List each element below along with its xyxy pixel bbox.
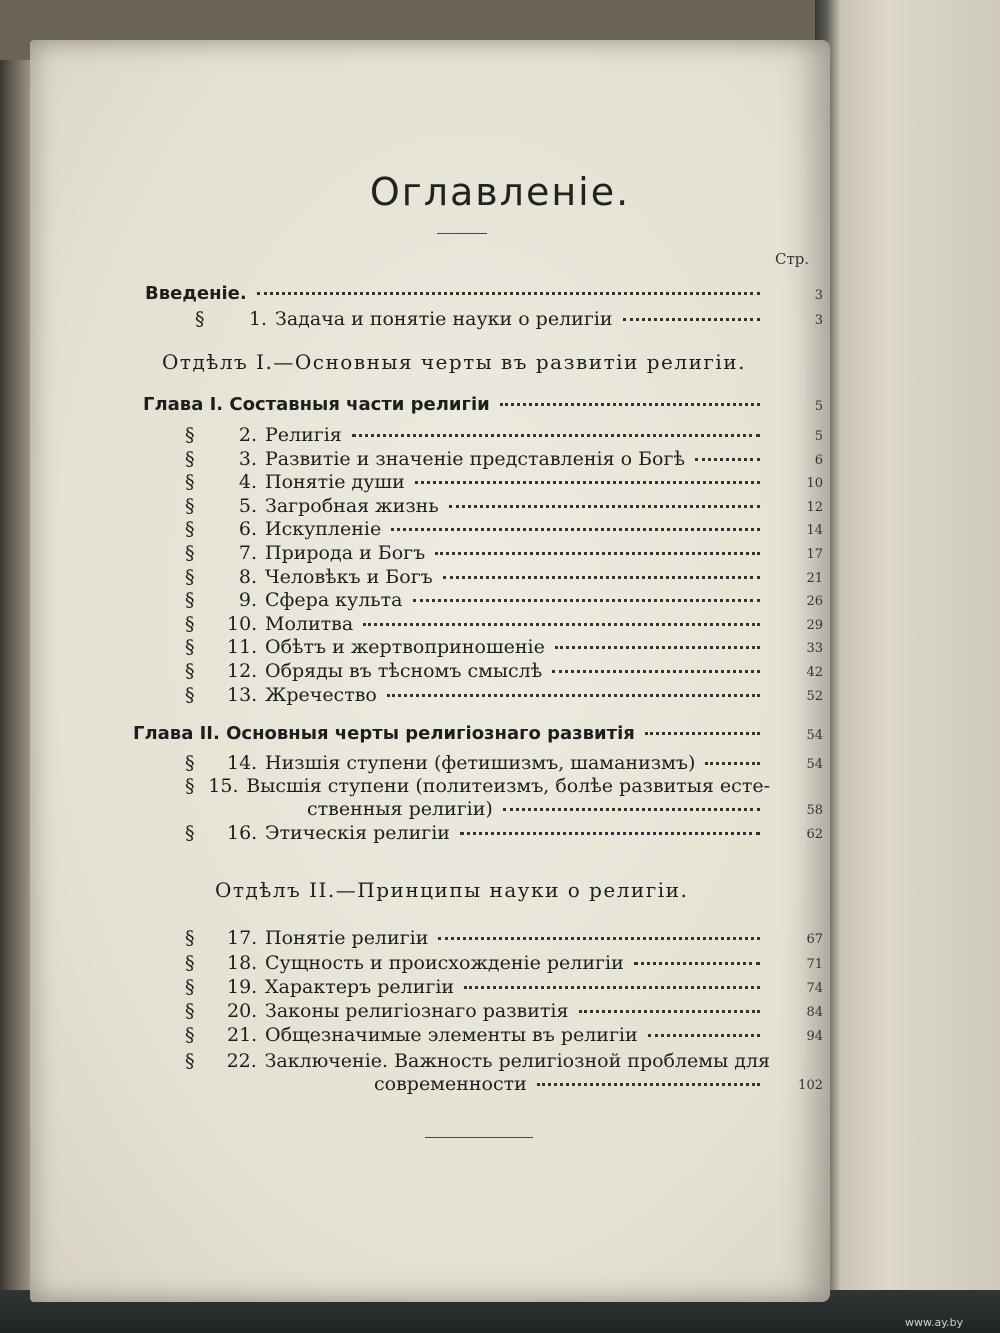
toc-entry	[185, 1024, 770, 1046]
page-number: 52	[806, 688, 823, 704]
page-number: 6	[814, 452, 823, 468]
page-number: 21	[806, 570, 823, 586]
section-sign: §	[195, 308, 205, 330]
entry-title: Загробная жизнь	[265, 494, 439, 517]
toc-entry	[195, 308, 770, 330]
page-number: 12	[806, 499, 823, 515]
entry-title: Молитва	[265, 612, 354, 635]
dot-leader	[464, 986, 760, 989]
dot-leader	[552, 670, 760, 673]
dot-leader	[579, 1010, 761, 1013]
section-sign: §	[185, 518, 195, 541]
section-sign: §	[185, 447, 195, 470]
toc-entry	[294, 1073, 770, 1095]
entry-title: Понятіе души	[265, 471, 405, 494]
page-number: 74	[806, 981, 823, 996]
dot-leader	[415, 481, 760, 484]
entry-title: Законы религіознаго развитія	[265, 1000, 569, 1022]
dot-leader	[460, 832, 760, 835]
entry-title: Заключеніе. Важность религіозной проблемы для	[264, 1050, 770, 1072]
section-number: 22.	[226, 1050, 257, 1072]
section-sign: §	[185, 471, 195, 494]
page-number: 3	[814, 288, 823, 303]
section-number: 14.	[227, 752, 258, 774]
page-number: 71	[806, 957, 823, 972]
toc-entry	[185, 495, 770, 517]
section-sign: §	[185, 1000, 195, 1022]
chapter-entry	[143, 394, 770, 415]
dot-leader	[387, 694, 760, 697]
dot-leader	[503, 808, 760, 811]
watermark: www.ay.by	[905, 1316, 964, 1329]
page-number: 29	[806, 617, 823, 633]
entry-title: Развитіе и значеніе представленія о Богѣ	[265, 447, 685, 470]
section-number: 12.	[227, 660, 258, 682]
section-number: 5.	[238, 494, 257, 517]
dot-leader	[623, 318, 760, 321]
page-number: 3	[814, 313, 823, 328]
section-number: 13.	[227, 683, 258, 706]
page-number: 84	[806, 1005, 823, 1020]
section-sign: §	[185, 636, 195, 659]
entry-title: Задача и понятіе науки о религіи	[275, 308, 613, 330]
dot-leader	[363, 623, 760, 626]
section-number: 6.	[238, 518, 257, 541]
section-sign: §	[185, 683, 195, 706]
section-number: 17.	[227, 927, 258, 949]
page-number: 54	[806, 757, 823, 772]
section-sign: §	[185, 775, 195, 797]
toc-entry	[185, 822, 770, 844]
dot-leader	[695, 458, 760, 461]
toc-entry	[185, 566, 770, 588]
page-number: 42	[806, 665, 823, 680]
toc-entry	[185, 775, 770, 797]
dot-leader	[391, 528, 760, 531]
section-sign: §	[185, 494, 195, 517]
page-number: 5	[814, 429, 823, 444]
toc-entry	[185, 976, 770, 998]
dot-leader	[500, 403, 760, 406]
toc-entry	[185, 1050, 770, 1072]
section-number: 10.	[227, 612, 258, 635]
dot-leader	[449, 505, 760, 508]
toc-entry	[185, 613, 770, 635]
toc-entry	[185, 542, 770, 564]
dot-leader	[555, 646, 760, 649]
section-number: 16.	[227, 822, 258, 844]
dot-leader	[645, 732, 760, 735]
toc-entry	[185, 927, 770, 949]
part-heading: Отдѣлъ I.—Основныя черты въ развитіи религіи.	[162, 350, 746, 374]
section-sign: §	[185, 822, 195, 844]
dot-leader	[634, 962, 760, 965]
intro-entry	[145, 283, 770, 304]
title-rule	[437, 233, 487, 234]
section-number: 1.	[248, 308, 267, 330]
dot-leader	[705, 762, 760, 765]
page-number: 67	[806, 932, 823, 947]
section-number: 11.	[227, 636, 258, 659]
chapter-label: Глава I. Составныя части религіи	[143, 394, 490, 415]
section-sign: §	[185, 589, 195, 612]
entry-title: Низшія ступени (фетишизмъ, шаманизмъ)	[265, 752, 696, 774]
section-number: 8.	[238, 565, 257, 588]
toc-entry	[185, 660, 770, 682]
toc-entry	[185, 518, 770, 540]
section-sign: §	[185, 927, 195, 949]
entry-title: Обѣтъ и жертвоприношеніе	[265, 636, 545, 659]
chapter-label: Введеніе.	[145, 283, 247, 304]
entry-title: Искупленіе	[265, 518, 382, 541]
toc-entry	[185, 471, 770, 493]
part-heading: Отдѣлъ II.—Принципы науки о религіи.	[215, 878, 689, 902]
dot-leader	[443, 576, 760, 579]
page-number: 14	[806, 523, 823, 539]
dot-leader	[438, 937, 760, 940]
entry-title: Высшія ступени (политеизмъ, болѣе развитыя есте-	[246, 775, 770, 797]
section-sign: §	[185, 976, 195, 998]
section-sign: §	[185, 660, 195, 682]
section-number: 15.	[208, 775, 239, 797]
entry-title: Человѣкъ и Богъ	[265, 565, 433, 588]
entry-title: Природа и Богъ	[265, 542, 426, 564]
dot-leader	[537, 1083, 760, 1086]
dot-leader	[257, 292, 760, 295]
page-number: 58	[806, 803, 823, 818]
page-number: 102	[798, 1078, 823, 1093]
toc-entry	[185, 684, 770, 706]
section-sign: §	[185, 424, 195, 446]
page-number: 26	[806, 594, 823, 610]
section-sign: §	[185, 1024, 195, 1046]
toc-entry	[185, 448, 770, 470]
section-sign: §	[185, 1050, 195, 1072]
toc-entry	[185, 589, 770, 611]
toc-entry	[185, 636, 770, 658]
page-column-label: Стр.	[775, 250, 810, 268]
dot-leader	[648, 1034, 760, 1037]
page-title: Оглавленіе.	[369, 170, 631, 214]
page-number: 94	[806, 1029, 823, 1044]
toc-entry	[185, 424, 770, 446]
section-number: 19.	[227, 976, 258, 998]
page-number: 33	[806, 641, 823, 657]
entry-title: Общезначимые элементы въ религіи	[265, 1024, 638, 1046]
entry-title: Характеръ религіи	[265, 976, 455, 998]
toc-entry	[185, 752, 770, 774]
section-sign: §	[185, 752, 195, 774]
section-number: 20.	[227, 1000, 258, 1022]
entry-title: современности	[374, 1073, 527, 1095]
section-number: 2.	[238, 424, 257, 446]
section-number: 3.	[238, 447, 257, 470]
entry-title: Религія	[265, 424, 342, 446]
entry-title: Жречество	[265, 683, 377, 706]
dot-leader	[352, 434, 760, 437]
dot-leader	[435, 552, 760, 555]
section-number: 18.	[227, 952, 258, 974]
end-rule	[425, 1137, 533, 1138]
entry-title: Этическія религіи	[265, 822, 450, 844]
section-sign: §	[185, 542, 195, 564]
page-number: 10	[806, 476, 823, 492]
chapter-label: Глава II. Основныя черты религіознаго развитія	[133, 723, 635, 744]
section-sign: §	[185, 565, 195, 588]
dot-leader	[413, 599, 761, 602]
entry-title: Понятіе религіи	[265, 927, 429, 949]
entry-title: ственныя религіи)	[307, 798, 493, 820]
section-sign: §	[185, 952, 195, 974]
toc-entry	[185, 952, 770, 974]
page-number: 54	[806, 728, 823, 743]
entry-title: Обряды въ тѣсномъ смыслѣ	[265, 660, 543, 682]
entry-title: Сфера культа	[265, 589, 403, 612]
section-number: 4.	[238, 471, 257, 494]
page-number: 62	[806, 827, 823, 842]
page-number: 5	[814, 399, 823, 414]
toc-entry	[185, 1000, 770, 1022]
section-number: 7.	[238, 542, 257, 564]
chapter-entry	[133, 723, 770, 744]
toc-entry	[227, 798, 770, 820]
section-number: 21.	[227, 1024, 258, 1046]
page-number: 17	[806, 547, 823, 562]
entry-title: Сущность и происхожденіе религіи	[265, 952, 624, 974]
section-number: 9.	[238, 589, 257, 612]
section-sign: §	[185, 612, 195, 635]
